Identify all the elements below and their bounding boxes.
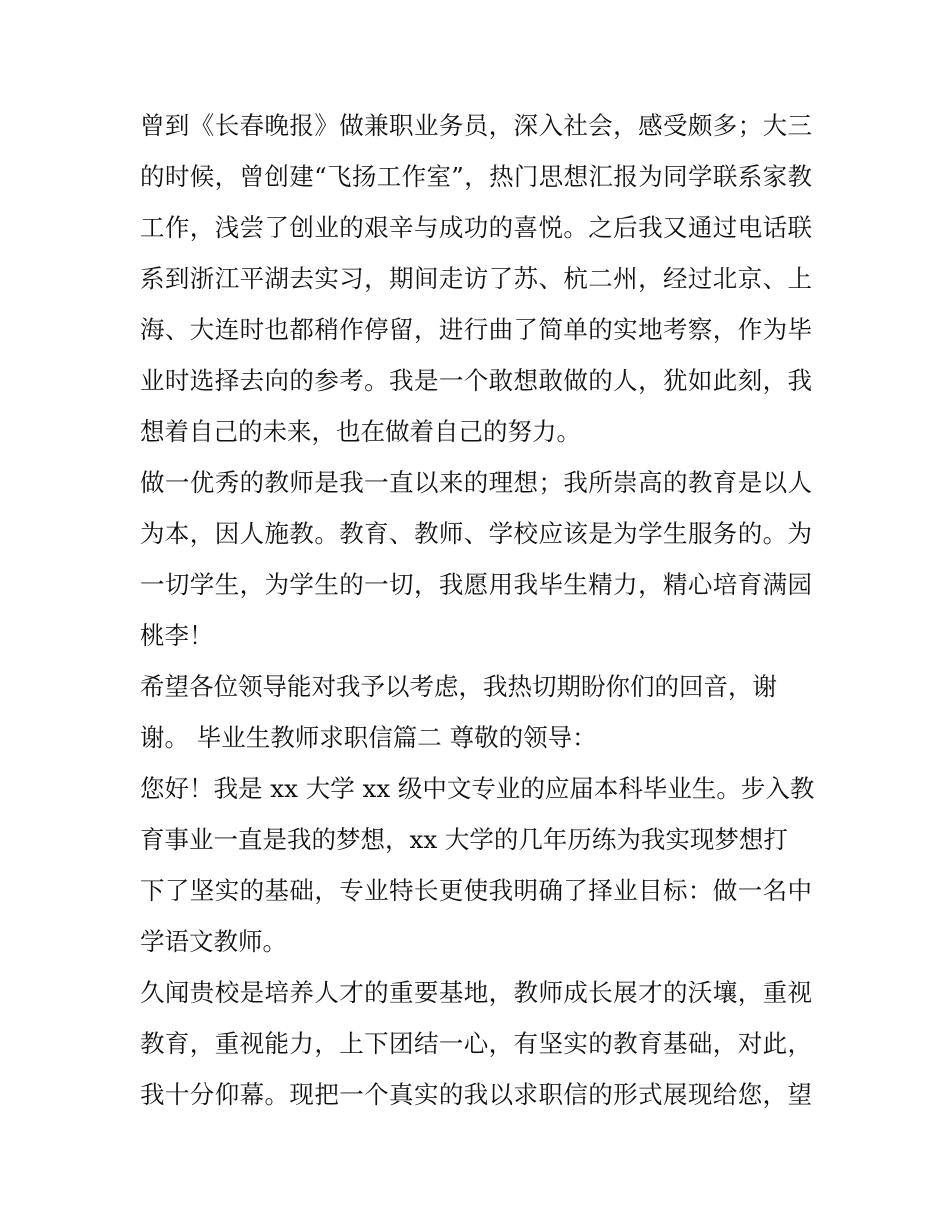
text-line: 的时候，曾创建“飞扬工作室”，热门思想汇报为同学联系家教 [140, 162, 812, 191]
paragraph-2 [140, 457, 812, 661]
text-line: 海、大连时也都稍作停留，进行曲了简单的实地考察，作为毕 [140, 315, 812, 344]
text-line: 桃李！ [140, 621, 214, 650]
paragraph-4 [140, 763, 815, 967]
text-line: 一切学生，为学生的一切，我愿用我毕生精力，精心培育满园 [140, 570, 812, 599]
text-line: 谢。 毕业生教师求职信篇二 尊敬的领导： [140, 723, 597, 752]
text-line: 久闻贵校是培养人才的重要基地，教师成长展才的沃壤，重视 [140, 978, 812, 1007]
paragraph-3 [140, 661, 812, 763]
paragraph-5 [140, 967, 812, 1120]
paragraph-1 [140, 100, 812, 457]
text-line: 学语文教师。 [140, 927, 287, 956]
text-line: 曾到《长春晚报》做兼职业务员，深入社会，感受颇多；大三 [140, 111, 812, 140]
text-line: 业时选择去向的参考。我是一个敢想敢做的人，犹如此刻，我 [140, 366, 812, 395]
text-line: 为本，因人施教。教育、教师、学校应该是为学生服务的。为 [140, 519, 812, 548]
text-line: 系到浙江平湖去实习，期间走访了苏、杭二州，经过北京、上 [140, 264, 812, 293]
document-body [140, 100, 815, 1120]
text-line: 教育，重视能力，上下团结一心，有坚实的教育基础，对此， [140, 1029, 812, 1058]
text-line: 您好！我是 xx 大学 xx 级中文专业的应届本科毕业生。步入教 [140, 774, 815, 803]
text-line: 想着自己的未来，也在做着自己的努力。 [140, 417, 581, 446]
text-line: 希望各位领导能对我予以考虑，我热切期盼你们的回音，谢 [140, 672, 777, 701]
text-line: 我十分仰幕。现把一个真实的我以求职信的形式展现给您，望 [140, 1080, 812, 1109]
text-line: 育事业一直是我的梦想，xx 大学的几年历练为我实现梦想打 [140, 825, 788, 854]
text-line: 下了坚实的基础，专业特长更使我明确了择业目标：做一名中 [140, 876, 812, 905]
text-line: 做一优秀的教师是我一直以来的理想；我所崇高的教育是以人 [140, 468, 812, 497]
text-line: 工作，浅尝了创业的艰辛与成功的喜悦。之后我又通过电话联 [140, 213, 812, 242]
